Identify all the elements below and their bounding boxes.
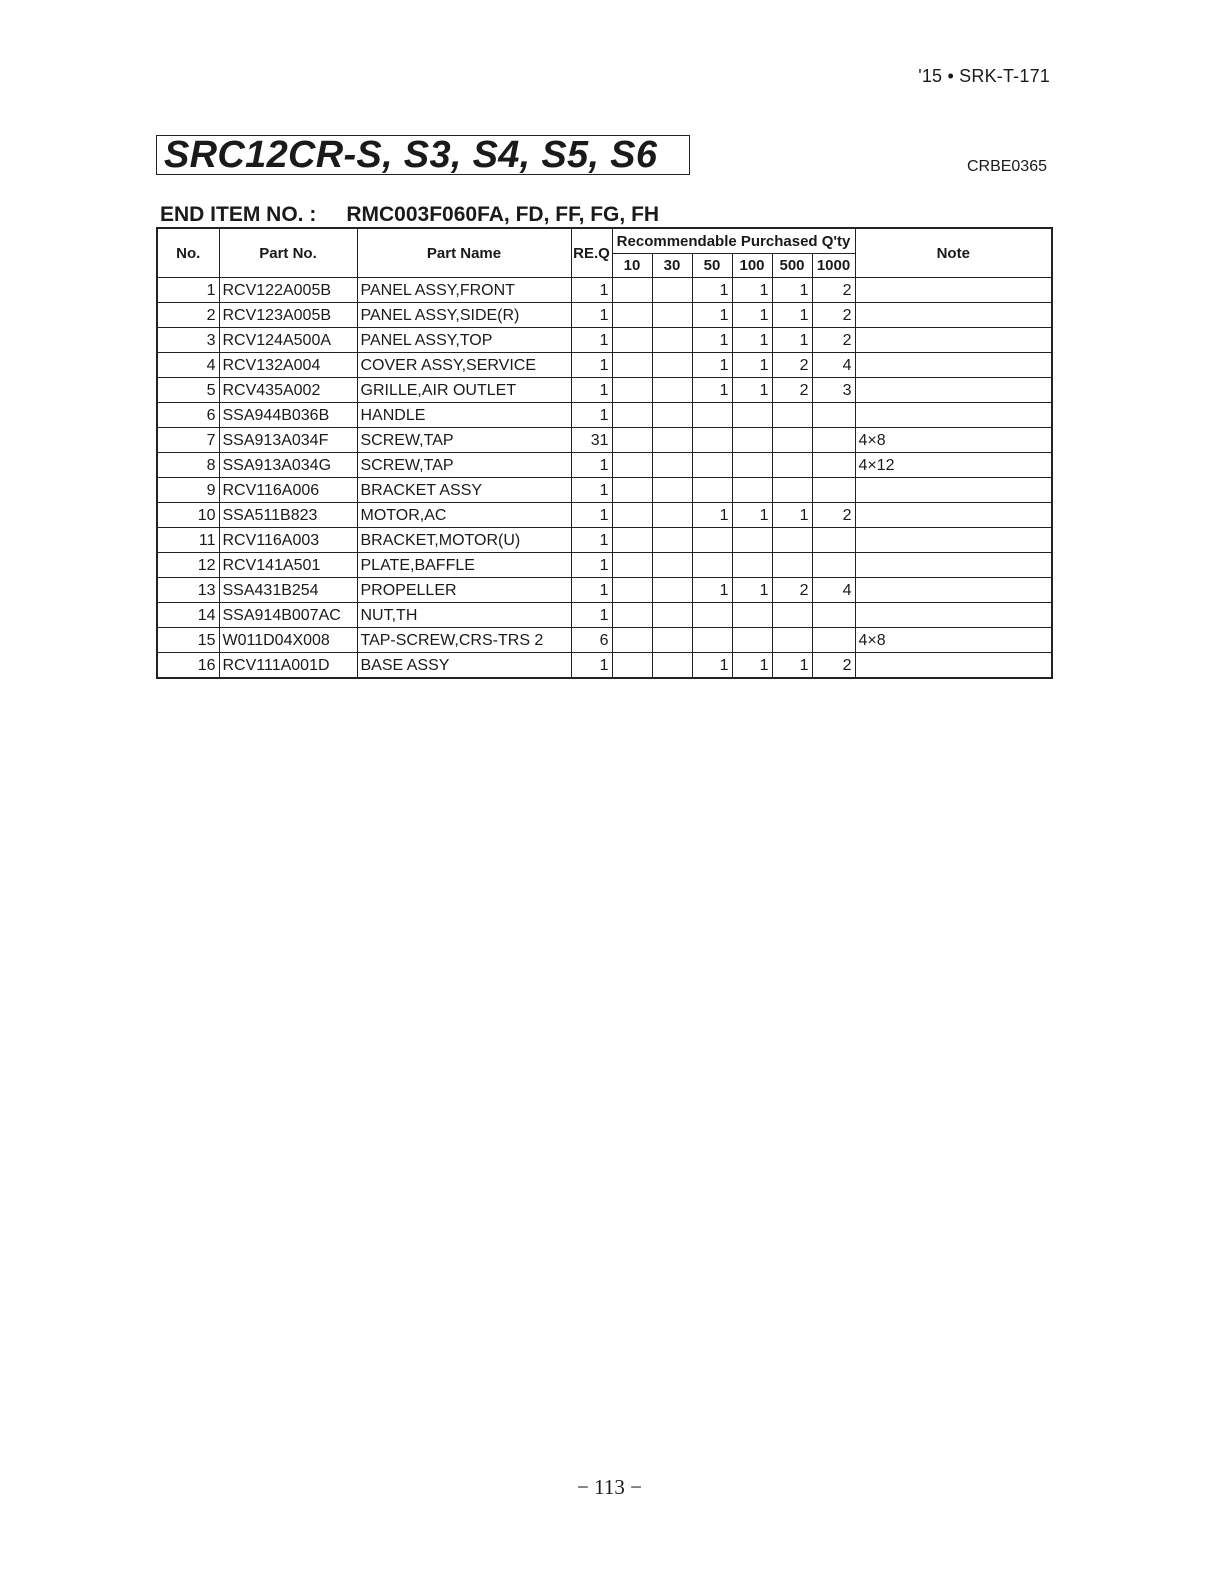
cell-req: 1 — [571, 378, 612, 403]
cell-qty-10 — [612, 378, 652, 403]
cell-note — [855, 603, 1052, 628]
cell-qty-1000 — [812, 628, 855, 653]
header-qty-500: 500 — [772, 254, 812, 278]
cell-req: 1 — [571, 453, 612, 478]
parts-table — [156, 227, 1053, 679]
cell-qty-1000 — [812, 403, 855, 428]
end-item-label: END ITEM NO. : — [160, 203, 317, 226]
cell-note — [855, 578, 1052, 603]
header-recommendable-qty: Recommendable Purchased Q'ty — [612, 228, 855, 254]
cell-part-no: SSA914B007AC — [219, 603, 357, 628]
header-no: No. — [157, 228, 219, 278]
cell-note — [855, 378, 1052, 403]
cell-qty-30 — [652, 603, 692, 628]
cell-no: 14 — [157, 603, 219, 628]
table-row — [157, 403, 1052, 428]
table-row — [157, 303, 1052, 328]
cell-qty-1000: 2 — [812, 278, 855, 303]
cell-req: 1 — [571, 653, 612, 679]
cell-part-no: RCV111A001D — [219, 653, 357, 679]
header-qty-1000: 1000 — [812, 254, 855, 278]
cell-qty-50: 1 — [692, 278, 732, 303]
cell-part-no: SSA944B036B — [219, 403, 357, 428]
document-code: '15 • SRK-T-171 — [918, 66, 1050, 86]
cell-qty-500: 1 — [772, 503, 812, 528]
cell-part-name: MOTOR,AC — [357, 503, 571, 528]
cell-qty-500 — [772, 628, 812, 653]
cell-part-name: TAP-SCREW,CRS-TRS 2 — [357, 628, 571, 653]
cell-note — [855, 528, 1052, 553]
cell-part-no: RCV116A003 — [219, 528, 357, 553]
cell-qty-500: 2 — [772, 353, 812, 378]
cell-qty-50: 1 — [692, 503, 732, 528]
cell-qty-500 — [772, 428, 812, 453]
cell-part-name: NUT,TH — [357, 603, 571, 628]
cell-qty-500 — [772, 603, 812, 628]
cell-qty-10 — [612, 278, 652, 303]
cell-part-no: RCV141A501 — [219, 553, 357, 578]
cell-qty-30 — [652, 503, 692, 528]
cell-part-no: SSA913A034G — [219, 453, 357, 478]
cell-qty-30 — [652, 628, 692, 653]
table-row — [157, 503, 1052, 528]
cell-qty-500 — [772, 553, 812, 578]
cell-qty-30 — [652, 428, 692, 453]
cell-req: 1 — [571, 603, 612, 628]
cell-qty-500: 1 — [772, 303, 812, 328]
cell-qty-30 — [652, 478, 692, 503]
cell-no: 13 — [157, 578, 219, 603]
cell-qty-50 — [692, 603, 732, 628]
cell-note — [855, 503, 1052, 528]
cell-req: 1 — [571, 553, 612, 578]
cell-qty-1000: 2 — [812, 303, 855, 328]
cell-req: 1 — [571, 403, 612, 428]
header-req: RE.Q — [571, 228, 612, 278]
cell-qty-10 — [612, 503, 652, 528]
end-item-line — [160, 203, 659, 227]
cell-qty-10 — [612, 428, 652, 453]
table-row — [157, 453, 1052, 478]
cell-req: 1 — [571, 353, 612, 378]
cell-note — [855, 478, 1052, 503]
cell-no: 8 — [157, 453, 219, 478]
cell-qty-30 — [652, 578, 692, 603]
cell-no: 1 — [157, 278, 219, 303]
cell-qty-50: 1 — [692, 653, 732, 679]
cell-req: 6 — [571, 628, 612, 653]
cell-qty-1000 — [812, 528, 855, 553]
cell-qty-1000: 3 — [812, 378, 855, 403]
cell-no: 12 — [157, 553, 219, 578]
cell-req: 1 — [571, 303, 612, 328]
cell-qty-1000: 4 — [812, 353, 855, 378]
table-row — [157, 603, 1052, 628]
cell-qty-100 — [732, 478, 772, 503]
cell-qty-100 — [732, 528, 772, 553]
table-row — [157, 353, 1052, 378]
cell-part-no: RCV122A005B — [219, 278, 357, 303]
cell-part-name: BASE ASSY — [357, 653, 571, 679]
cell-qty-100: 1 — [732, 303, 772, 328]
cell-note — [855, 303, 1052, 328]
cell-qty-500 — [772, 528, 812, 553]
table-row — [157, 628, 1052, 653]
cell-qty-1000 — [812, 603, 855, 628]
cell-no: 9 — [157, 478, 219, 503]
cell-no: 11 — [157, 528, 219, 553]
cell-part-no: SSA913A034F — [219, 428, 357, 453]
table-row — [157, 578, 1052, 603]
cell-qty-10 — [612, 303, 652, 328]
cell-qty-100: 1 — [732, 578, 772, 603]
model-title-box — [156, 135, 690, 175]
cell-no: 5 — [157, 378, 219, 403]
cell-part-no: RCV116A006 — [219, 478, 357, 503]
header-qty-10: 10 — [612, 254, 652, 278]
cell-qty-50: 1 — [692, 578, 732, 603]
cell-part-name: COVER ASSY,SERVICE — [357, 353, 571, 378]
cell-req: 1 — [571, 278, 612, 303]
reference-code: CRBE0365 — [966, 158, 1047, 175]
cell-qty-50: 1 — [692, 378, 732, 403]
cell-req: 1 — [571, 578, 612, 603]
cell-part-name: PROPELLER — [357, 578, 571, 603]
cell-req: 1 — [571, 478, 612, 503]
cell-qty-1000: 2 — [812, 653, 855, 679]
cell-qty-100: 1 — [732, 278, 772, 303]
cell-qty-10 — [612, 328, 652, 353]
cell-qty-50 — [692, 428, 732, 453]
cell-note — [855, 403, 1052, 428]
cell-part-no: W011D04X008 — [219, 628, 357, 653]
cell-note — [855, 278, 1052, 303]
cell-qty-100 — [732, 553, 772, 578]
cell-qty-100 — [732, 603, 772, 628]
table-row — [157, 653, 1052, 679]
cell-qty-30 — [652, 528, 692, 553]
header-qty-50: 50 — [692, 254, 732, 278]
cell-part-name: HANDLE — [357, 403, 571, 428]
cell-note: 4×8 — [855, 428, 1052, 453]
cell-qty-50 — [692, 528, 732, 553]
cell-qty-100: 1 — [732, 328, 772, 353]
cell-part-name: GRILLE,AIR OUTLET — [357, 378, 571, 403]
table-row — [157, 553, 1052, 578]
cell-qty-50 — [692, 453, 732, 478]
cell-qty-30 — [652, 278, 692, 303]
cell-qty-500: 2 — [772, 378, 812, 403]
cell-note — [855, 653, 1052, 679]
header-part-name: Part Name — [357, 228, 571, 278]
cell-qty-30 — [652, 378, 692, 403]
cell-qty-30 — [652, 453, 692, 478]
cell-part-name: PANEL ASSY,TOP — [357, 328, 571, 353]
cell-qty-50 — [692, 403, 732, 428]
cell-qty-1000 — [812, 478, 855, 503]
cell-qty-50: 1 — [692, 353, 732, 378]
cell-note: 4×8 — [855, 628, 1052, 653]
cell-qty-500 — [772, 403, 812, 428]
cell-req: 1 — [571, 528, 612, 553]
cell-qty-500: 1 — [772, 278, 812, 303]
cell-no: 4 — [157, 353, 219, 378]
cell-qty-100: 1 — [732, 653, 772, 679]
cell-qty-10 — [612, 578, 652, 603]
cell-no: 15 — [157, 628, 219, 653]
cell-qty-100 — [732, 428, 772, 453]
cell-qty-10 — [612, 628, 652, 653]
cell-note: 4×12 — [855, 453, 1052, 478]
cell-no: 16 — [157, 653, 219, 679]
cell-qty-50: 1 — [692, 303, 732, 328]
table-row — [157, 328, 1052, 353]
cell-qty-100 — [732, 628, 772, 653]
cell-qty-30 — [652, 553, 692, 578]
cell-qty-10 — [612, 553, 652, 578]
cell-note — [855, 353, 1052, 378]
cell-req: 1 — [571, 503, 612, 528]
cell-qty-1000 — [812, 428, 855, 453]
cell-qty-1000: 2 — [812, 328, 855, 353]
header-qty-30: 30 — [652, 254, 692, 278]
cell-qty-10 — [612, 653, 652, 679]
cell-qty-50: 1 — [692, 328, 732, 353]
cell-no: 10 — [157, 503, 219, 528]
end-item-value: RMC003F060FA, FD, FF, FG, FH — [346, 203, 660, 226]
cell-qty-10 — [612, 478, 652, 503]
cell-qty-100 — [732, 403, 772, 428]
cell-qty-10 — [612, 403, 652, 428]
cell-qty-1000 — [812, 453, 855, 478]
table-row — [157, 278, 1052, 303]
cell-part-name: PLATE,BAFFLE — [357, 553, 571, 578]
cell-no: 6 — [157, 403, 219, 428]
cell-qty-500 — [772, 478, 812, 503]
cell-qty-10 — [612, 603, 652, 628]
cell-qty-500: 2 — [772, 578, 812, 603]
cell-qty-10 — [612, 528, 652, 553]
model-title: SRC12CR-S, S3, S4, S5, S6 — [164, 134, 658, 176]
cell-part-no: RCV124A500A — [219, 328, 357, 353]
cell-qty-30 — [652, 303, 692, 328]
cell-part-name: BRACKET,MOTOR(U) — [357, 528, 571, 553]
cell-qty-30 — [652, 653, 692, 679]
cell-note — [855, 328, 1052, 353]
cell-no: 7 — [157, 428, 219, 453]
cell-part-name: PANEL ASSY,FRONT — [357, 278, 571, 303]
cell-no: 3 — [157, 328, 219, 353]
cell-qty-500: 1 — [772, 653, 812, 679]
page-number: − 113 − — [577, 1475, 642, 1499]
cell-qty-30 — [652, 328, 692, 353]
cell-qty-10 — [612, 353, 652, 378]
table-row — [157, 478, 1052, 503]
cell-qty-1000: 4 — [812, 578, 855, 603]
cell-part-no: RCV123A005B — [219, 303, 357, 328]
cell-qty-100: 1 — [732, 378, 772, 403]
header-note: Note — [855, 228, 1052, 278]
table-row — [157, 528, 1052, 553]
cell-qty-100: 1 — [732, 353, 772, 378]
cell-part-name: SCREW,TAP — [357, 453, 571, 478]
header-qty-100: 100 — [732, 254, 772, 278]
cell-qty-500 — [772, 453, 812, 478]
cell-qty-100: 1 — [732, 503, 772, 528]
cell-qty-1000 — [812, 553, 855, 578]
cell-qty-500: 1 — [772, 328, 812, 353]
cell-qty-10 — [612, 453, 652, 478]
parts-table-body — [157, 278, 1052, 679]
cell-part-no: RCV435A002 — [219, 378, 357, 403]
cell-qty-100 — [732, 453, 772, 478]
cell-qty-30 — [652, 403, 692, 428]
table-row — [157, 378, 1052, 403]
cell-req: 1 — [571, 328, 612, 353]
cell-part-name: PANEL ASSY,SIDE(R) — [357, 303, 571, 328]
cell-qty-1000: 2 — [812, 503, 855, 528]
table-row — [157, 428, 1052, 453]
header-part-no: Part No. — [219, 228, 357, 278]
cell-qty-30 — [652, 353, 692, 378]
cell-part-no: RCV132A004 — [219, 353, 357, 378]
cell-part-name: SCREW,TAP — [357, 428, 571, 453]
cell-req: 31 — [571, 428, 612, 453]
cell-qty-50 — [692, 553, 732, 578]
cell-qty-50 — [692, 628, 732, 653]
cell-part-no: SSA431B254 — [219, 578, 357, 603]
cell-qty-50 — [692, 478, 732, 503]
cell-part-no: SSA511B823 — [219, 503, 357, 528]
cell-part-name: BRACKET ASSY — [357, 478, 571, 503]
cell-no: 2 — [157, 303, 219, 328]
cell-note — [855, 553, 1052, 578]
